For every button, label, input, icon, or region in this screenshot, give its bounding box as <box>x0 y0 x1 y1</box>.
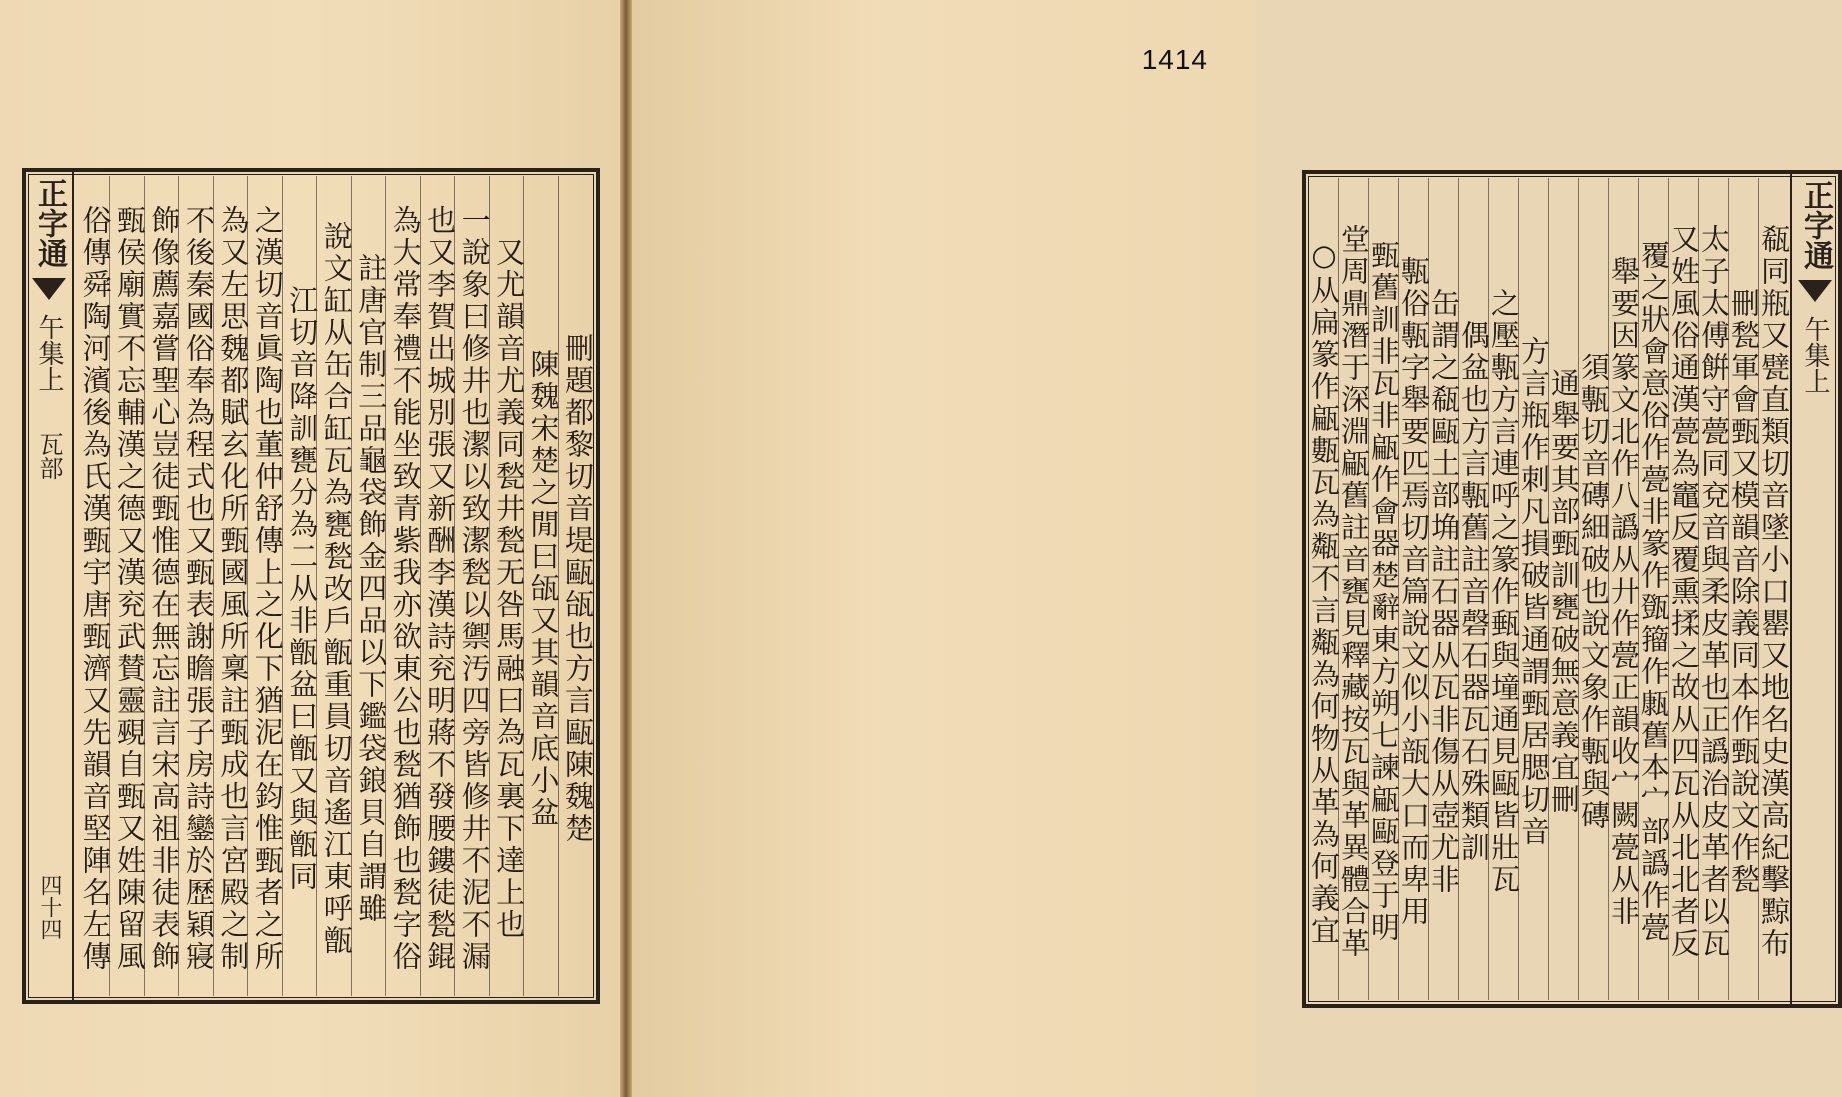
margin-folio: 四十四 <box>37 874 62 940</box>
text-column: 刪甃軍會甄又模韻音除義同本作甄說文作甃 <box>1728 178 1758 1000</box>
margin-section: 午集上 <box>1800 316 1830 394</box>
right-page-frame <box>1302 170 1842 1008</box>
text-column: 又姓風俗通漢甍為竈反覆熏揉之故从四瓦从北北者反 <box>1668 178 1698 1000</box>
text-column: 刪題都黎切音堤甌瓵也方言甌陳魏楚 <box>558 176 592 996</box>
text-column: 為又左思魏都賦玄化所甄國風所稟註甄成也言宮殿之制 <box>213 176 247 996</box>
margin-book-title: 正字通 <box>1798 180 1833 270</box>
text-column: 甎俗甎字舉要匹焉切音篇說文似小瓿大口而卑用 <box>1398 178 1428 1000</box>
right-page <box>632 0 1833 1097</box>
fish-tail-mark-icon <box>32 278 66 300</box>
text-column: 偶盆也方言甎舊註音磬石器瓦石殊類訓 <box>1458 178 1488 1000</box>
text-column: 也又李賀出城別張又新酬李漢詩兖明蔣不發腰鏤徒甃錕 <box>420 176 454 996</box>
left-text-columns <box>76 176 595 996</box>
book-gutter <box>620 0 632 1097</box>
right-margin-strip <box>1790 174 1838 1004</box>
text-column: 須甎切音磚細破也說文象作甎與磚 <box>1578 178 1608 1000</box>
text-column: 俗傳舜陶河濱後為氏漢甄宇唐甄濟又先韻音堅陣名左傳 <box>78 205 113 973</box>
left-page <box>0 0 620 1097</box>
text-column: 飾像薦嘉嘗聖心豈徒甄惟德在無忘註言宋高祖非徒表飾 <box>144 176 178 996</box>
text-column: 太子太傅餠守甍同兗音與柔皮革也正譌治皮革者以瓦 <box>1698 178 1728 1000</box>
text-column: 之壓甎方言連呼之篆作甀與墥通見甌皆壯瓦 <box>1488 178 1518 1000</box>
text-column: 江切音降訓甕分為二从非甑盆曰甑又與甑同 <box>282 176 316 996</box>
text-column: 不後秦國俗奉為程式也又甄表謝瞻張子房詩鑾於歷穎寢 <box>178 176 212 996</box>
text-column: 甄侯廟實不忘輔漢之德又漢兖武賛靈覡自甄又姓陳留風 <box>109 176 143 996</box>
text-column: 甄舊訓非瓦非甂作會器楚辭東方朔七諫甂甌登于明 <box>1368 178 1398 1000</box>
text-column: 陳魏宋楚之閒曰瓵又其韻音底小盆 <box>523 176 557 996</box>
text-column: 通舉要其部甄訓甕破無意義宜刪 <box>1548 178 1578 1000</box>
left-margin-strip <box>26 172 74 1000</box>
text-column: 舉要因篆文北作八譌从廾作甍正韻收宀闕甍从非 <box>1608 178 1638 1000</box>
left-page-frame <box>22 168 600 1004</box>
scan-page-number: 1414 <box>1141 44 1208 75</box>
fish-tail-mark-icon <box>1798 280 1832 302</box>
text-column: 方言瓶作刺凡損破皆通謂甄居腮切音 <box>1518 178 1548 1000</box>
text-column: 又尤韻音尤義同甃井甃无咎馬融曰為瓦裏下達上也 <box>489 176 523 996</box>
text-column: 說文缸从缶合缸瓦為甕甃改戶甑重員切音遙江東呼甑 <box>316 176 350 996</box>
text-column: 一說象曰修井也潔以致潔甃以禦汚四旁皆修井不泥不漏 <box>454 176 488 996</box>
text-column: 瓻同瓶又甓直類切音墜小口罌又地名史漢高紀擊黥布 <box>1758 178 1788 1000</box>
text-column: 堂周鼎潛于深淵甂舊註音甕見釋藏按瓦與革異體合革 <box>1338 178 1368 1000</box>
text-column: 覆之狀會意俗作甍非篆作㽅籀作𤮊舊本宀部譌作甍 <box>1638 178 1668 1000</box>
right-text-columns <box>1307 178 1791 1000</box>
margin-section: 午集上 <box>34 314 64 392</box>
text-column: 之漢切音眞陶也董仲舒傳上之化下猶泥在鈞惟甄者之所 <box>247 176 281 996</box>
margin-book-title: 正字通 <box>32 178 67 268</box>
text-column: 為大常奉禮不能坐致青紫我亦欲東公也甃猶飾也甃字俗 <box>385 176 419 996</box>
margin-radical: 瓦部 <box>35 432 63 480</box>
text-column: 註唐官制三品龜袋飾金四品以下鑑袋鋃貝自謂雖 <box>351 176 385 996</box>
text-column: ○从扁篆作甂甊瓦為甐不言甐為何物从革為何義宜 <box>1307 237 1341 947</box>
text-column: 缶謂之瓻甌土部埆註石器从瓦非傷从壺尤非 <box>1428 178 1458 1000</box>
